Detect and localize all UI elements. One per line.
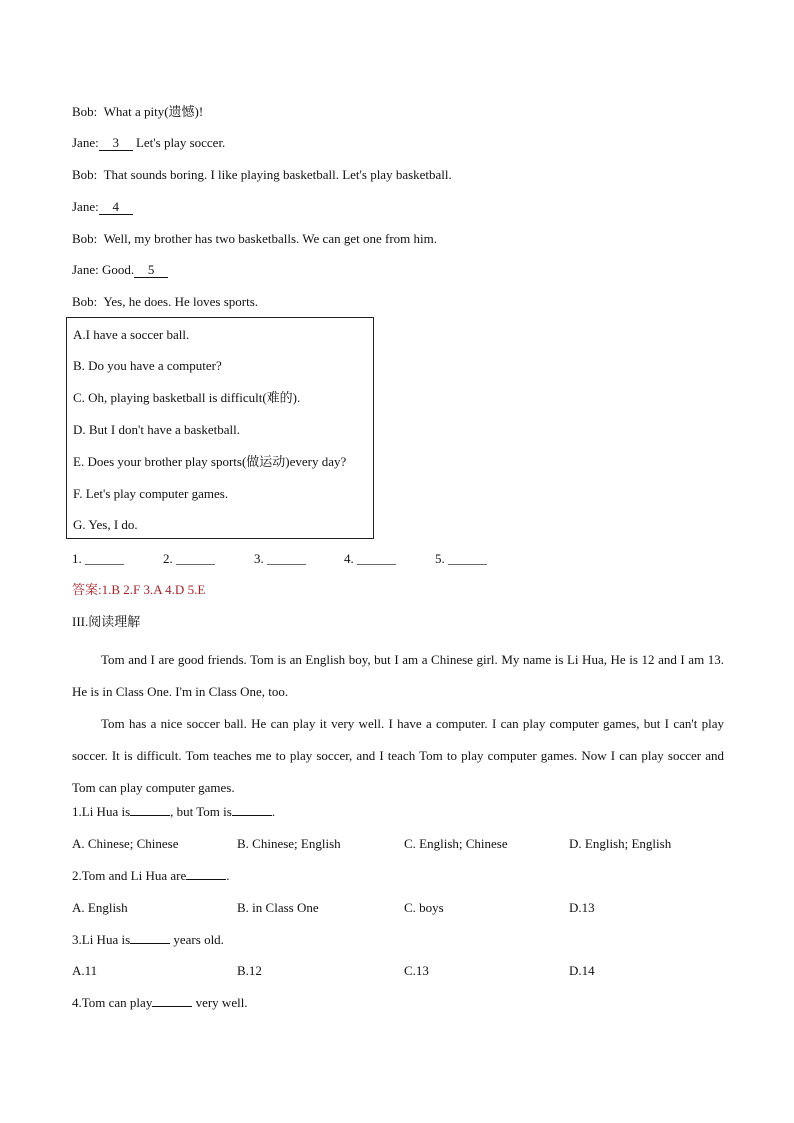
speaker: Jane: (72, 262, 99, 277)
dialogue-line-2 (72, 134, 225, 152)
question-1 (72, 803, 275, 821)
question-stem-b: , but Tom is (170, 804, 232, 819)
dialogue-prefix: Good. (101, 262, 135, 277)
q1-choice-d: D. English; English (569, 836, 672, 851)
passage-paragraph-2 (72, 708, 724, 804)
dialogue-line-7 (72, 293, 258, 311)
speaker: Jane: (72, 199, 99, 214)
dialogue-text: What a pity(遗憾)! (103, 104, 204, 119)
question-stem-a: 2.Tom and Li Hua are (72, 868, 187, 883)
paragraph-text: Tom and I are good friends. Tom is an English boy, but I am a Chinese girl. My name is Li Hua, He is 12 and I am 13. He is in Class One. I'm in Class One, too. (72, 652, 724, 699)
dialogue-text: Well, my brother has two basketballs. We can get one from him. (103, 231, 437, 246)
question-stem-b: very well. (192, 995, 248, 1010)
answer-blank-2: 2. ______ (163, 551, 215, 566)
dialogue-line-1 (72, 103, 203, 121)
speaker: Jane: (72, 135, 99, 150)
question-stem-b: years old. (170, 932, 224, 947)
dialogue-text: Let's play soccer. (135, 135, 226, 150)
option-c: C. Oh, playing basketball is difficult(难的). (73, 390, 301, 405)
question-2 (72, 867, 230, 885)
q1-choice-c: C. English; Chinese (404, 836, 508, 851)
question-stem-a: 3.Li Hua is (72, 932, 131, 947)
option-g: G. Yes, I do. (73, 517, 138, 532)
q2-choice-c: C. boys (404, 900, 444, 915)
option-e: E. Does your brother play sports(做运动)every day? (73, 454, 347, 469)
q3-choice-b: B.12 (237, 963, 262, 978)
option-b: B. Do you have a computer? (73, 358, 222, 373)
question-stem-a: 4.Tom can play (72, 995, 153, 1010)
dialogue-line-6 (72, 261, 168, 279)
blank-4: 4 (99, 199, 133, 215)
question-blank (186, 867, 226, 880)
option-d: D. But I don't have a basketball. (73, 422, 240, 437)
answer-blank-4: 4. ______ (344, 551, 396, 566)
speaker: Bob: (72, 104, 98, 119)
paragraph-text: Tom has a nice soccer ball. He can play it very well. I have a computer. I can play computer games, but I can't play soccer. It is difficult. Tom teaches me to play soccer, and I teach Tom to play computer games. Now I can play soccer and Tom can play computer games. (72, 716, 724, 795)
q2-choice-a: A. English (72, 900, 128, 915)
question-blank (130, 803, 170, 816)
speaker: Bob: (72, 231, 98, 246)
q1-choice-a: A. Chinese; Chinese (72, 836, 179, 851)
dialogue-line-5 (72, 230, 437, 248)
question-blank (232, 803, 272, 816)
option-f: F. Let's play computer games. (73, 486, 229, 501)
question-blank (152, 994, 192, 1007)
answer-key: 答案:1.B 2.F 3.A 4.D 5.E (72, 582, 206, 597)
option-a: A.I have a soccer ball. (73, 327, 190, 342)
answer-blank-3: 3. ______ (254, 551, 306, 566)
blank-5: 5 (134, 262, 168, 278)
dialogue-line-4 (72, 198, 133, 216)
question-stem-c: . (271, 804, 276, 819)
dialogue-text: That sounds boring. I like playing basketball. Let's play basketball. (103, 167, 452, 182)
question-stem-a: 1.Li Hua is (72, 804, 131, 819)
dialogue-text: Yes, he does. He loves sports. (103, 294, 259, 309)
section-title: III.阅读理解 (72, 614, 141, 629)
q3-choice-a: A.11 (72, 963, 98, 978)
answer-blank-1: 1. ______ (72, 551, 124, 566)
question-blank (130, 931, 170, 944)
blank-3: 3 (99, 135, 133, 151)
question-4 (72, 994, 248, 1012)
answer-blank-5: 5. ______ (435, 551, 487, 566)
dialogue-line-3 (72, 166, 452, 184)
question-stem-b: . (226, 868, 230, 883)
speaker: Bob: (72, 167, 98, 182)
q2-choice-d: D.13 (569, 900, 595, 915)
speaker: Bob: (72, 294, 98, 309)
options-box (66, 317, 374, 539)
question-3 (72, 931, 224, 949)
q3-choice-c: C.13 (404, 963, 429, 978)
q1-choice-b: B. Chinese; English (237, 836, 341, 851)
q2-choice-b: B. in Class One (237, 900, 319, 915)
passage-paragraph-1 (72, 644, 724, 708)
q3-choice-d: D.14 (569, 963, 595, 978)
